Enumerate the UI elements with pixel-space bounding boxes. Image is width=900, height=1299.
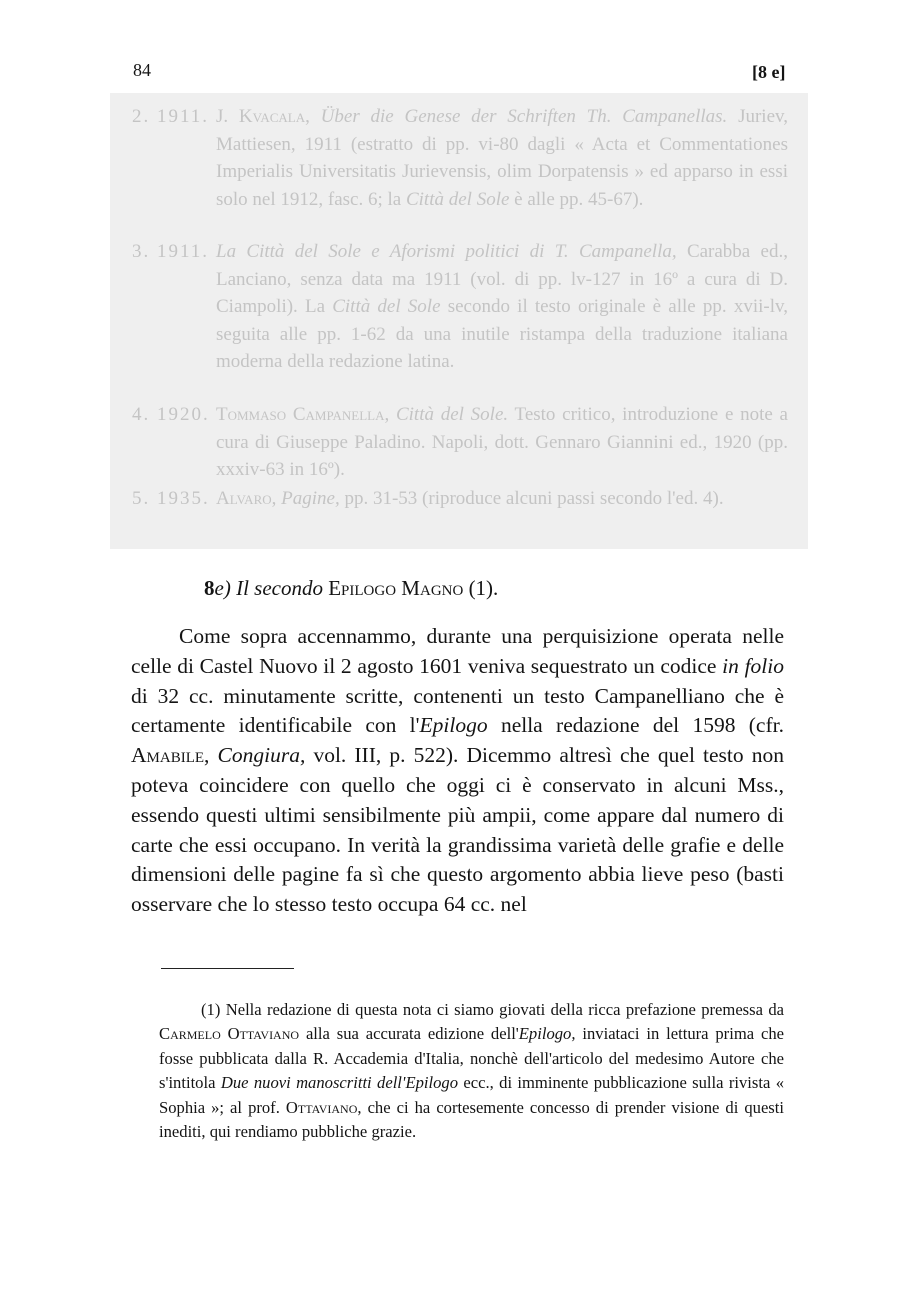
section-title-caps: Epilogo Magno <box>328 576 464 600</box>
entry-details: Testo critico, introduzione e note a cura di Giuseppe Paladino. Napoli, dott. Gennaro Giannini ed., 1920 (pp. xxxiv-63 in 16º). <box>216 404 788 480</box>
entry-details: Juriev, Mattiesen, 1911 (estratto di pp. vi-80 dagli « Acta et Commentationes Imperialis Universitatis Jurievensis, olim Dorpatensis » ed apparso in essi solo nel 1912, fasc. 6; la <box>216 106 789 210</box>
section-title-italic: Il secondo <box>236 576 323 600</box>
main-text-italic: Epilogo <box>419 713 488 738</box>
entry-title: La Città del Sole e Aforismi politici di T. Campanella, <box>216 241 677 262</box>
entry-author: Alvaro, <box>216 488 277 509</box>
entry-number: 5. 1935. <box>132 488 210 509</box>
entry-author: J. Kvacala, <box>216 106 310 127</box>
footnote-reference: (1). <box>468 576 499 600</box>
entry-author: Tommaso Campanella, <box>216 404 390 425</box>
main-text-italic: Congiura, <box>217 743 306 768</box>
entry-number: 4. 1920. <box>132 404 210 425</box>
bibliography-entry-2 <box>110 103 808 213</box>
bleed-through-bibliography <box>110 93 808 549</box>
entry-title-2: Città del Sole <box>405 188 510 210</box>
entry-details: pp. 31-53 (riproduce alcuni passi secondo l'ed. 4). <box>344 488 724 509</box>
entry-title-2: Città del Sole <box>332 296 441 317</box>
footnote <box>159 998 784 1144</box>
main-text-segment: di 32 cc. minutamente scritte, contenenti un testo Campanelliano che è certamente identificabile con l' <box>131 683 784 738</box>
main-text-author: Amabile, <box>131 743 210 768</box>
footnote-text: che ci ha cortesemente concesso di prender visione di questi inediti, qui rendiamo pubbliche grazie. <box>159 1097 784 1142</box>
entry-title: Pagine, <box>281 488 340 509</box>
footnote-author: Carmelo Ottaviano <box>159 1024 300 1044</box>
footnote-text: (1) Nella redazione di questa nota ci siamo giovati della ricca prefazione premessa da <box>201 1000 784 1019</box>
entry-number: 3. 1911. <box>132 241 210 262</box>
section-letter: e) <box>214 576 231 600</box>
footnote-author: Ottaviano, <box>285 1097 362 1117</box>
footnote-text: inviataci in lettura prima che fosse pubblicata dalla R. Accademia d'Italia, nonchè dell'articolo del medesimo Autore che s'intitola <box>159 1024 784 1093</box>
main-text-italic: in folio <box>722 653 784 678</box>
entry-details-2: secondo il testo originale è alle pp. xvii-lv, seguita alle pp. 1-62 da una inutile ristampa della traduzione italiana moderna della redazione latina. <box>216 296 789 372</box>
footnote-italic: Due nuovi manoscritti dell'Epilogo <box>220 1073 459 1093</box>
entry-details-2: è alle pp. 45-67). <box>514 188 644 210</box>
footnote-italic: Epilogo, <box>518 1024 576 1044</box>
main-paragraph <box>131 622 784 920</box>
bibliography-entry-5 <box>110 485 808 513</box>
bibliography-entry-3 <box>110 238 808 376</box>
entry-title: Über die Genese der Schriften Th. Campanellas. <box>320 106 728 127</box>
section-heading <box>204 576 498 601</box>
entry-title: Città del Sole. <box>395 404 509 425</box>
entry-number: 2. 1911. <box>132 106 210 127</box>
page-number: 84 <box>133 60 151 80</box>
entry-details: Carabba ed., Lanciano, senza data ma 1911 (vol. di pp. lv-127 in 16º a cura di D. Ciampoli). La <box>216 241 788 317</box>
footnote-divider <box>161 968 294 969</box>
section-number: 8 <box>204 576 215 600</box>
main-text-segment: Come sopra accennammo, durante una perquisizione operata nelle celle di Castel Nuovo il 2 agosto 1601 veniva sequestrato un codice <box>131 624 784 678</box>
section-mark: [8 e] <box>752 62 786 82</box>
bibliography-entry-4 <box>110 401 808 484</box>
main-text-segment: nella redazione del 1598 (cfr. <box>500 713 784 738</box>
footnote-text: ecc., di imminente pubblicazione sulla rivista « Sophia »; al prof. <box>159 1073 785 1117</box>
footnote-text: alla sua accurata edizione dell' <box>305 1024 519 1044</box>
main-text-segment: vol. III, p. 522). Dicemmo altresì che quel testo non poteva coincidere con quello che oggi ci è conservato in alcuni Mss., essendo questi ultimi sensibilmente più ampii, come appare dal numero di carte che essi occupano. In verità la grandissima varietà delle grafie e delle dimensioni delle pagine fa sì che questo argomento abbia lieve peso (basti osservare che lo stesso testo occupa 64 cc. nel <box>131 743 785 917</box>
